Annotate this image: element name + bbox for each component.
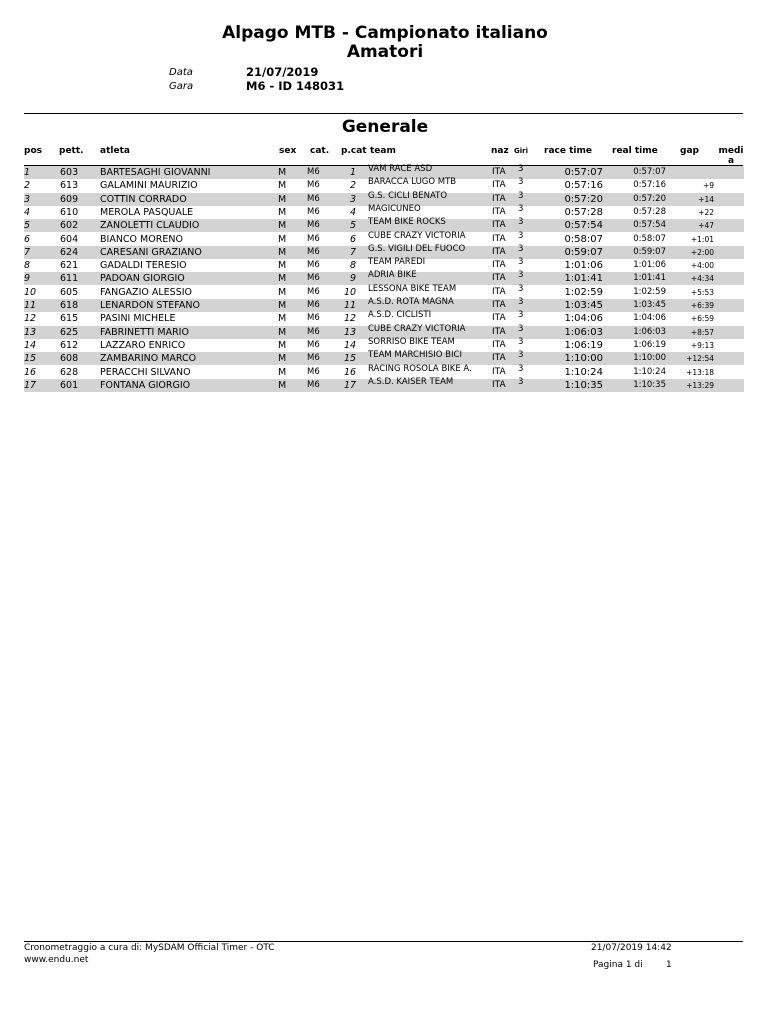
cell-pcat: 1 bbox=[349, 167, 356, 178]
cell-pcat: 3 bbox=[349, 193, 356, 205]
cell-race-time: 1:01:06 bbox=[564, 260, 603, 272]
cell-pcat: 5 bbox=[349, 220, 356, 232]
column-header-naz: naz bbox=[491, 146, 509, 156]
cell-cat: M6 bbox=[307, 339, 320, 350]
column-header-cat: cat. bbox=[310, 146, 330, 156]
cell-team: SORRISO BIKE TEAM bbox=[368, 336, 455, 347]
cell-atleta: MEROLA PASQUALE bbox=[100, 206, 194, 218]
cell-real-time: 1:06:19 bbox=[633, 339, 666, 350]
cell-giri: 3 bbox=[518, 177, 524, 188]
cell-sex: M bbox=[278, 300, 287, 311]
cell-real-time: 0:59:07 bbox=[633, 246, 666, 257]
cell-pos: 12 bbox=[24, 313, 37, 325]
footer-website: www.endu.net bbox=[24, 955, 89, 965]
cell-gap: +9 bbox=[702, 181, 714, 191]
cell-gap: +1:01 bbox=[690, 234, 714, 244]
cell-pcat: 11 bbox=[344, 300, 357, 311]
cell-atleta: GADALDI TERESIO bbox=[100, 260, 187, 272]
cell-naz: ITA bbox=[492, 353, 506, 364]
cell-pcat: 15 bbox=[344, 353, 357, 365]
column-header-giri: Giri bbox=[514, 147, 528, 155]
cell-race-time: 1:06:19 bbox=[564, 339, 603, 351]
cell-team: VAM RACE ASD bbox=[368, 164, 433, 174]
cell-gap: +5:53 bbox=[690, 287, 714, 297]
cell-sex: M bbox=[278, 180, 287, 192]
cell-atleta: CARESANI GRAZIANO bbox=[100, 246, 202, 258]
cell-real-time: 1:04:06 bbox=[633, 313, 666, 324]
cell-team: CUBE CRAZY VICTORIA bbox=[368, 323, 466, 334]
cell-naz: ITA bbox=[492, 286, 506, 297]
cell-race-time: 0:57:28 bbox=[564, 206, 603, 218]
cell-sex: M bbox=[278, 206, 287, 218]
cell-pett: 603 bbox=[60, 167, 79, 178]
cell-naz: ITA bbox=[492, 206, 506, 217]
cell-team: ADRIA BIKE bbox=[368, 270, 417, 281]
gara-value: M6 - ID 148031 bbox=[246, 79, 345, 93]
cell-naz: ITA bbox=[492, 379, 506, 390]
gara-label: Gara bbox=[169, 81, 194, 92]
cell-gap: +4:00 bbox=[690, 261, 714, 271]
cell-gap: +13:29 bbox=[686, 380, 714, 390]
cell-atleta: PADOAN GIORGIO bbox=[100, 273, 185, 285]
cell-pcat: 9 bbox=[349, 273, 356, 285]
cell-sex: M bbox=[278, 167, 287, 178]
cell-pett: 608 bbox=[60, 353, 79, 365]
cell-naz: ITA bbox=[492, 233, 506, 244]
cell-cat: M6 bbox=[307, 313, 320, 324]
column-header-media bbox=[716, 146, 746, 166]
cell-naz: ITA bbox=[492, 326, 506, 337]
cell-cat: M6 bbox=[307, 273, 320, 284]
cell-atleta: BARTESAGHI GIOVANNI bbox=[100, 167, 211, 178]
cell-real-time: 1:01:06 bbox=[633, 260, 666, 271]
cell-gap: +13:18 bbox=[686, 367, 714, 377]
cell-giri: 3 bbox=[518, 243, 524, 254]
cell-team: TEAM MARCHISIO BICI bbox=[368, 350, 462, 361]
cell-pos: 16 bbox=[24, 366, 37, 378]
cell-naz: ITA bbox=[492, 313, 506, 324]
cell-pcat: 14 bbox=[344, 339, 357, 351]
cell-race-time: 1:03:45 bbox=[564, 300, 603, 311]
cell-race-time: 1:02:59 bbox=[564, 286, 603, 298]
cell-cat: M6 bbox=[307, 167, 320, 177]
cell-pcat: 8 bbox=[349, 260, 356, 272]
cell-real-time: 1:10:35 bbox=[633, 379, 666, 390]
cell-race-time: 0:57:20 bbox=[564, 193, 603, 205]
cell-naz: ITA bbox=[492, 246, 506, 257]
cell-giri: 3 bbox=[518, 257, 524, 268]
cell-real-time: 0:57:20 bbox=[633, 193, 666, 204]
cell-race-time: 1:10:35 bbox=[564, 379, 603, 391]
cell-cat: M6 bbox=[307, 366, 320, 377]
cell-pos: 7 bbox=[24, 246, 31, 258]
cell-race-time: 0:59:07 bbox=[564, 246, 603, 258]
cell-pett: 613 bbox=[60, 180, 79, 192]
cell-naz: ITA bbox=[492, 260, 506, 271]
cell-pett: 628 bbox=[60, 366, 79, 378]
cell-sex: M bbox=[278, 260, 287, 272]
cell-race-time: 1:10:24 bbox=[564, 366, 603, 378]
cell-pos: 5 bbox=[24, 220, 31, 232]
cell-team: LESSONA BIKE TEAM bbox=[368, 283, 457, 294]
cell-pos: 2 bbox=[24, 180, 31, 192]
cell-sex: M bbox=[278, 193, 287, 205]
cell-pett: 621 bbox=[60, 260, 79, 272]
cell-sex: M bbox=[278, 286, 287, 298]
cell-cat: M6 bbox=[307, 246, 320, 257]
cell-pett: 601 bbox=[60, 379, 79, 391]
cell-race-time: 0:57:07 bbox=[564, 167, 603, 178]
cell-race-time: 1:01:41 bbox=[564, 273, 603, 285]
cell-sex: M bbox=[278, 313, 287, 325]
cell-real-time: 1:06:03 bbox=[633, 326, 666, 337]
cell-giri: 3 bbox=[518, 164, 524, 174]
cell-atleta: COTTIN CORRADO bbox=[100, 193, 187, 205]
cell-pcat: 6 bbox=[349, 233, 356, 245]
cell-real-time: 0:57:07 bbox=[633, 167, 666, 177]
cell-atleta: FABRINETTI MARIO bbox=[100, 326, 189, 338]
column-header-sex: sex bbox=[279, 146, 297, 156]
cell-pcat: 17 bbox=[344, 379, 357, 391]
cell-pett: 615 bbox=[60, 313, 79, 325]
cell-cat: M6 bbox=[307, 300, 320, 310]
cell-cat: M6 bbox=[307, 180, 320, 191]
cell-atleta: LENARDON STEFANO bbox=[100, 300, 200, 311]
cell-pos: 11 bbox=[24, 300, 37, 311]
column-header-media-line2: a bbox=[727, 156, 735, 166]
cell-sex: M bbox=[278, 326, 287, 338]
cell-race-time: 0:57:54 bbox=[564, 220, 603, 232]
cell-pcat: 12 bbox=[344, 313, 357, 325]
cell-team: CUBE CRAZY VICTORIA bbox=[368, 230, 466, 241]
cell-pos: 13 bbox=[24, 326, 37, 338]
cell-giri: 3 bbox=[518, 283, 524, 294]
cell-real-time: 0:57:28 bbox=[633, 206, 666, 217]
cell-team: A.S.D. ROTA MAGNA bbox=[368, 297, 454, 307]
cell-real-time: 1:10:00 bbox=[633, 353, 666, 364]
column-header-pcat: p.cat bbox=[341, 146, 367, 156]
cell-pett: 618 bbox=[60, 300, 79, 311]
cell-real-time: 1:02:59 bbox=[633, 286, 666, 297]
cell-race-time: 1:06:03 bbox=[564, 326, 603, 338]
column-header-team: team bbox=[370, 146, 396, 156]
cell-cat: M6 bbox=[307, 353, 320, 364]
cell-pos: 14 bbox=[24, 339, 37, 351]
column-header-gap: gap bbox=[680, 146, 699, 156]
column-header-real-time: real time bbox=[612, 146, 658, 156]
cell-gap: +2:00 bbox=[690, 247, 714, 257]
footer-divider bbox=[24, 941, 743, 942]
cell-real-time: 0:57:16 bbox=[633, 180, 666, 191]
cell-naz: ITA bbox=[492, 273, 506, 284]
cell-sex: M bbox=[278, 366, 287, 378]
cell-naz: ITA bbox=[492, 220, 506, 231]
cell-giri: 3 bbox=[518, 190, 524, 201]
cell-sex: M bbox=[278, 273, 287, 285]
cell-atleta: FANGAZIO ALESSIO bbox=[100, 286, 192, 298]
cell-giri: 3 bbox=[518, 323, 524, 334]
cell-team: RACING ROSOLA BIKE A. bbox=[368, 363, 472, 374]
cell-team: BARACCA LUGO MTB bbox=[368, 177, 457, 188]
cell-gap: +12:54 bbox=[686, 354, 714, 364]
cell-atleta: ZANOLETTI CLAUDIO bbox=[100, 220, 200, 232]
cell-gap: +47 bbox=[698, 221, 714, 231]
cell-giri: 3 bbox=[518, 363, 524, 374]
cell-naz: ITA bbox=[492, 300, 506, 310]
cell-pos: 15 bbox=[24, 353, 37, 365]
footer-page-label: Pagina 1 di bbox=[593, 960, 643, 970]
cell-team: TEAM BIKE ROCKS bbox=[368, 217, 446, 228]
cell-pcat: 10 bbox=[344, 286, 357, 298]
cell-cat: M6 bbox=[307, 220, 320, 231]
cell-pos: 17 bbox=[24, 379, 37, 391]
cell-pos: 8 bbox=[24, 260, 31, 272]
cell-atleta: FONTANA GIORGIO bbox=[100, 379, 191, 391]
cell-pett: 624 bbox=[60, 246, 79, 258]
cell-giri: 3 bbox=[518, 203, 524, 214]
cell-giri: 3 bbox=[518, 297, 524, 307]
cell-gap: +8:57 bbox=[690, 327, 714, 337]
cell-race-time: 1:04:06 bbox=[564, 313, 603, 325]
cell-gap: +4:34 bbox=[690, 274, 714, 284]
cell-naz: ITA bbox=[492, 366, 506, 377]
cell-cat: M6 bbox=[307, 260, 320, 271]
cell-pett: 612 bbox=[60, 339, 79, 351]
cell-pos: 1 bbox=[24, 167, 31, 178]
data-label: Data bbox=[169, 67, 193, 78]
cell-gap: +6:39 bbox=[690, 301, 714, 310]
cell-team: G.S. CICLI BENATO bbox=[368, 190, 448, 201]
cell-giri: 3 bbox=[518, 217, 524, 228]
cell-pett: 602 bbox=[60, 220, 79, 232]
cell-team: G.S. VIGILI DEL FUOCO bbox=[368, 243, 466, 254]
footer-printed-at: 21/07/2019 14:42 bbox=[591, 943, 672, 953]
cell-atleta: GALAMINI MAURIZIO bbox=[100, 180, 198, 192]
column-header-pos: pos bbox=[24, 146, 42, 156]
column-header-media-line1: medi bbox=[718, 146, 744, 156]
cell-giri: 3 bbox=[518, 376, 524, 387]
cell-cat: M6 bbox=[307, 233, 320, 244]
cell-pcat: 4 bbox=[349, 206, 356, 218]
cell-naz: ITA bbox=[492, 193, 506, 204]
cell-race-time: 0:58:07 bbox=[564, 233, 603, 245]
cell-pos: 4 bbox=[24, 206, 31, 218]
footer-page-total: 1 bbox=[666, 960, 672, 970]
cell-real-time: 1:03:45 bbox=[633, 300, 666, 310]
column-header-atleta: atleta bbox=[100, 146, 130, 156]
cell-naz: ITA bbox=[492, 339, 506, 350]
cell-cat: M6 bbox=[307, 379, 320, 390]
cell-gap: +22 bbox=[698, 207, 714, 217]
table-row bbox=[24, 376, 744, 392]
cell-cat: M6 bbox=[307, 206, 320, 217]
top-divider bbox=[24, 113, 743, 114]
cell-pett: 611 bbox=[60, 273, 79, 285]
cell-pett: 610 bbox=[60, 206, 79, 218]
cell-team: A.S.D. KAISER TEAM bbox=[368, 376, 454, 387]
cell-real-time: 1:01:41 bbox=[633, 273, 666, 284]
cell-pcat: 7 bbox=[349, 246, 356, 258]
cell-pos: 9 bbox=[24, 273, 31, 285]
cell-pett: 625 bbox=[60, 326, 79, 338]
cell-giri: 3 bbox=[518, 336, 524, 347]
cell-team: A.S.D. CICLISTI bbox=[368, 310, 432, 321]
cell-naz: ITA bbox=[492, 167, 506, 177]
cell-giri: 3 bbox=[518, 270, 524, 281]
cell-cat: M6 bbox=[307, 286, 320, 297]
cell-race-time: 0:57:16 bbox=[564, 180, 603, 192]
cell-sex: M bbox=[278, 233, 287, 245]
cell-gap: +14 bbox=[698, 194, 714, 204]
cell-cat: M6 bbox=[307, 326, 320, 337]
cell-sex: M bbox=[278, 220, 287, 232]
column-header-race-time: race time bbox=[544, 146, 592, 156]
page-title-line1: Alpago MTB - Campionato italiano bbox=[222, 23, 548, 43]
cell-team: MAGICUNEO bbox=[368, 203, 421, 214]
footer-credit: Cronometraggio a cura di: MySDAM Official Timer - OTC bbox=[24, 943, 275, 953]
cell-real-time: 1:10:24 bbox=[633, 366, 666, 377]
cell-atleta: PASINI MICHELE bbox=[100, 313, 176, 325]
cell-race-time: 1:10:00 bbox=[564, 353, 603, 365]
cell-sex: M bbox=[278, 353, 287, 365]
page-title-line2: Amatori bbox=[346, 42, 424, 62]
cell-pcat: 2 bbox=[349, 180, 356, 192]
cell-pcat: 16 bbox=[344, 366, 357, 378]
section-title: Generale bbox=[341, 117, 429, 137]
cell-giri: 3 bbox=[518, 350, 524, 361]
cell-team: TEAM PAREDI bbox=[368, 257, 426, 268]
cell-pcat: 13 bbox=[344, 326, 357, 338]
data-value: 21/07/2019 bbox=[246, 65, 319, 79]
cell-pett: 604 bbox=[60, 233, 79, 245]
cell-pos: 3 bbox=[24, 193, 31, 205]
cell-gap: +9:13 bbox=[690, 340, 714, 350]
cell-pos: 6 bbox=[24, 233, 31, 245]
cell-sex: M bbox=[278, 379, 287, 391]
cell-atleta: BIANCO MORENO bbox=[100, 233, 183, 245]
cell-atleta: ZAMBARINO MARCO bbox=[100, 353, 197, 365]
cell-real-time: 0:57:54 bbox=[633, 220, 666, 231]
column-header-pett: pett. bbox=[59, 146, 84, 156]
cell-giri: 3 bbox=[518, 230, 524, 241]
cell-pett: 609 bbox=[60, 193, 79, 205]
cell-cat: M6 bbox=[307, 193, 320, 204]
cell-sex: M bbox=[278, 339, 287, 351]
cell-naz: ITA bbox=[492, 180, 506, 191]
cell-atleta: PERACCHI SILVANO bbox=[100, 366, 191, 378]
cell-atleta: LAZZARO ENRICO bbox=[100, 339, 186, 351]
cell-giri: 3 bbox=[518, 310, 524, 321]
cell-pos: 10 bbox=[24, 286, 37, 298]
cell-pett: 605 bbox=[60, 286, 79, 298]
cell-gap: +6:59 bbox=[690, 314, 714, 324]
cell-real-time: 0:58:07 bbox=[633, 233, 666, 244]
cell-sex: M bbox=[278, 246, 287, 258]
